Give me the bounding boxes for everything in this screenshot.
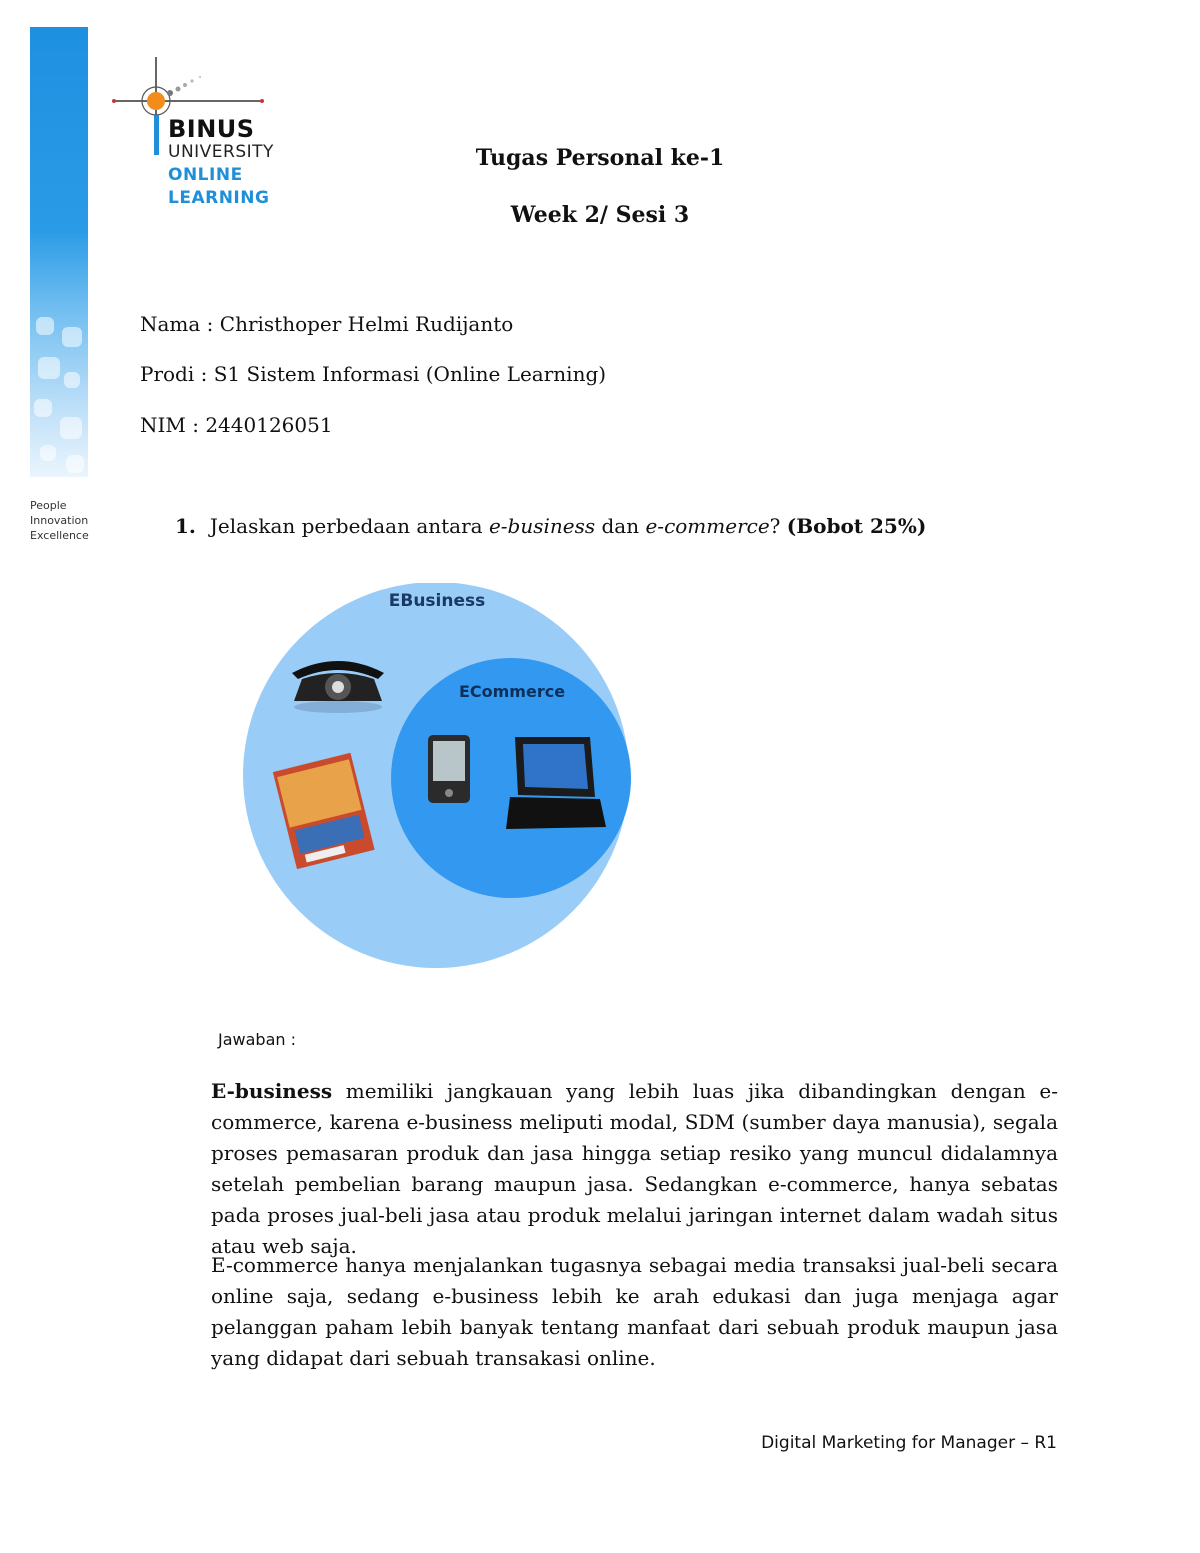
pda-icon [428,735,470,803]
logo-university: UNIVERSITY [168,142,274,162]
ebusiness-ecommerce-diagram [238,583,638,971]
answer-paragraph-2: E-commerce hanya menjalankan tugasnya sebagai media transaksi jual-beli secara online saja, sedang e-business lebih ke arah edukasi dan juga menjaga agar pelanggan paham lebih banyak tentang manfaat dari sebuah produk maupun jasa yang didapat dari sebuah transakasi online. [211,1253,1058,1370]
question-number: 1. [175,514,196,538]
telephone-icon [292,661,384,713]
university-tagline [30,498,89,543]
question-term-ecommerce: e-commerce [645,514,770,538]
question-text-mid: dan [595,514,646,538]
question-term-ebusiness: e-business [488,514,596,538]
decorative-side-strip [30,27,88,477]
question-weight: (Bobot 25%) [786,514,927,538]
laptop-icon [506,737,606,829]
student-name: Nama : Christhoper Helmi Rudijanto [140,312,514,336]
student-nim: NIM : 2440126051 [140,413,333,437]
tagline-innovation: Innovation [30,514,89,527]
tagline-people: People [30,499,67,512]
document-subtitle: Week 2/ Sesi 3 [510,202,690,228]
question-1 [175,514,926,538]
answer-paragraph-1 [211,1076,1058,1262]
logo-learning: LEARNING [168,188,270,208]
tagline-excellence: Excellence [30,529,89,542]
answer-term-ebusiness: E-business [211,1079,333,1103]
ecommerce-label: ECommerce [458,682,566,701]
answer-label: Jawaban : [218,1030,296,1049]
ebusiness-label: EBusiness [388,591,486,611]
page-footer: Digital Marketing for Manager – R1 [761,1433,1057,1453]
document-title: Tugas Personal ke-1 [475,145,725,171]
question-text-after: ? [769,514,787,538]
answer-paragraph-1-text: memiliki jangkauan yang lebih luas jika dibandingkan dengan e-commerce, karena e-business meliputi modal, SDM (sumber daya manusia), segala proses pemasaran produk dan jasa hingga setiap resiko yang muncul didalamnya setelah pembelian barang maupun jasa. Sedangkan e-commerce, hanya sebatas pada proses jual-beli jasa atau produk melalui jaringan internet dalam wadah situs atau web saja. [211,1079,1058,1258]
logo-binus: BINUS [168,115,255,143]
student-prodi: Prodi : S1 Sistem Informasi (Online Learning) [140,362,607,386]
question-text-before: Jelaskan perbedaan antara [209,514,489,538]
logo-online: ONLINE [168,165,243,185]
